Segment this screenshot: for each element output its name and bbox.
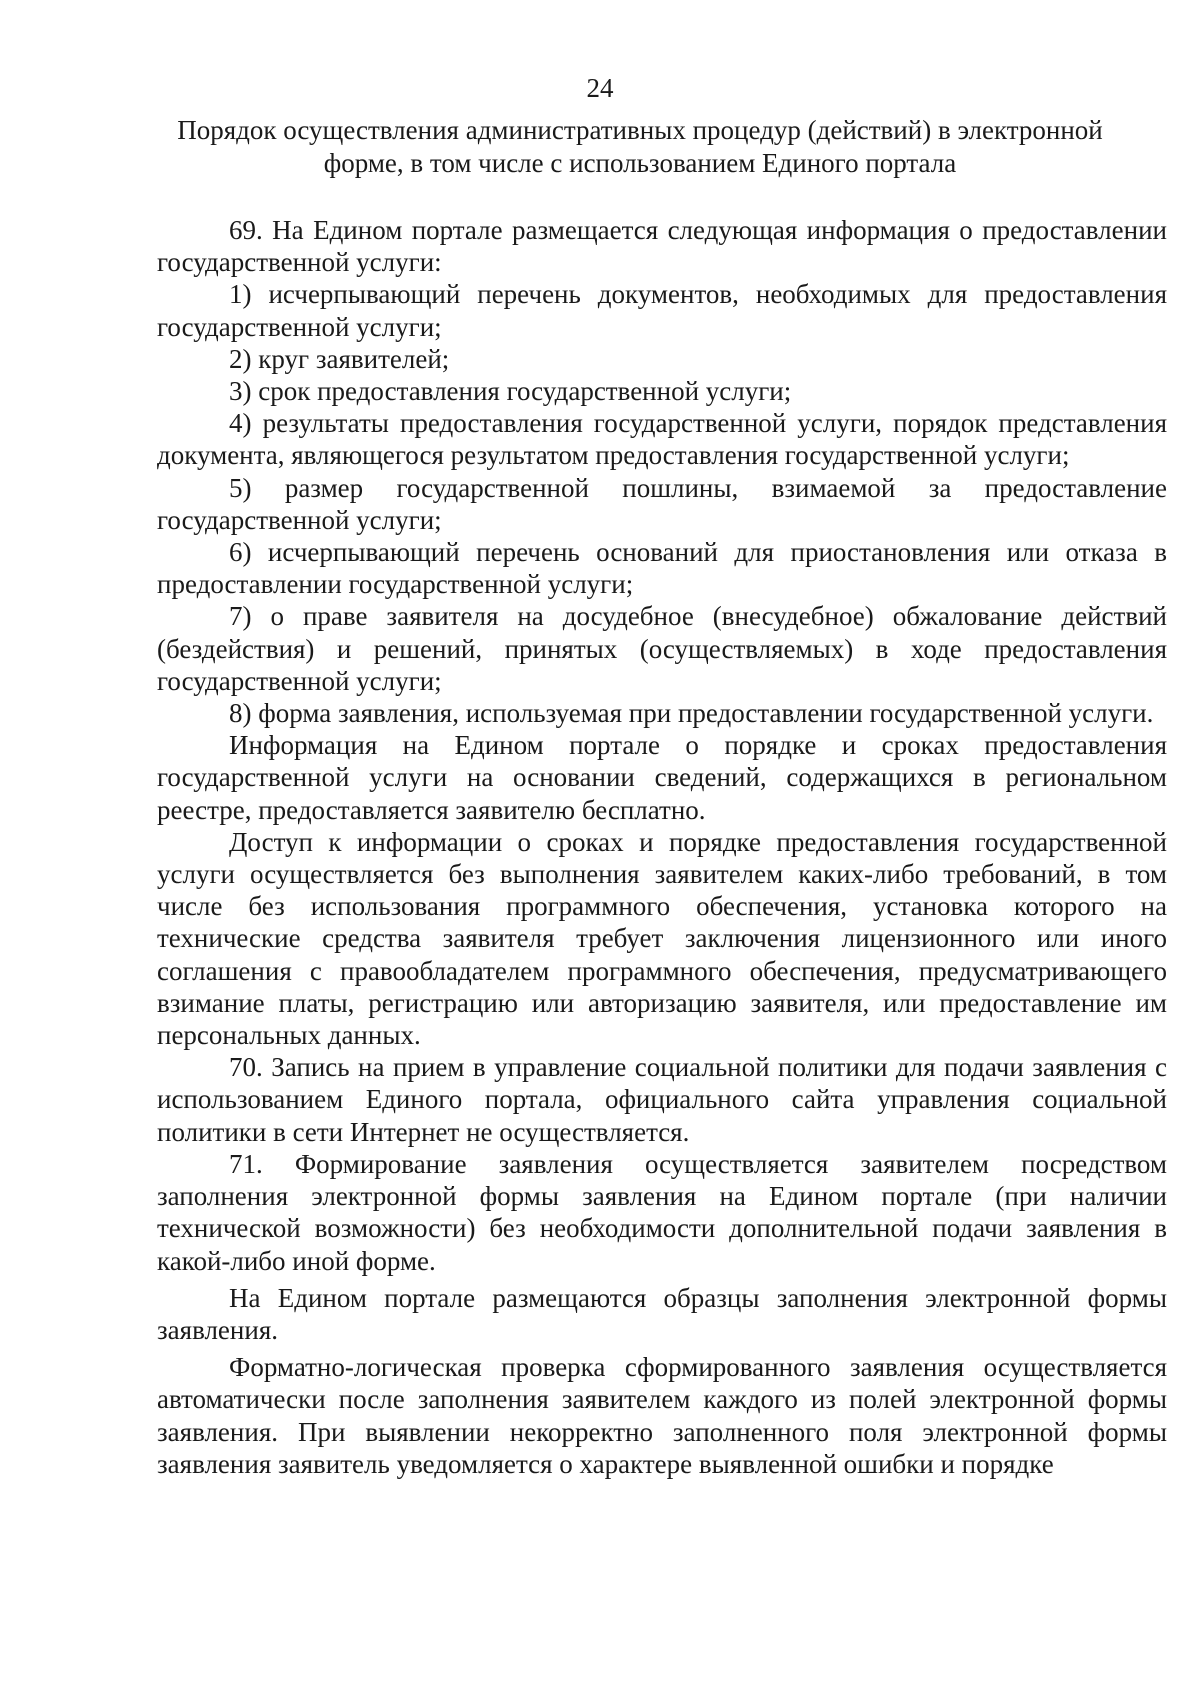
list-item: 3) срок предоставления государственной услуги;	[229, 376, 792, 407]
list-item: 4) результаты предоставления государственной услуги, порядок представления документа, являющегося результатом предоставления государственной услуги;	[157, 408, 1167, 471]
paragraph: 69. На Едином портале размещается следующая информация о предоставлении государственной услуги:	[157, 215, 1167, 278]
paragraph: 70. Запись на прием в управление социальной политики для подачи заявления с использованием Единого портала, официального сайта управления социальной политики в сети Интернет не осуществляется.	[157, 1052, 1167, 1147]
list-item: 1) исчерпывающий перечень документов, необходимых для предоставления государственной услуги;	[157, 279, 1167, 342]
list-item: 8) форма заявления, используемая при предоставлении государственной услуги.	[229, 698, 1154, 729]
page-number: 24	[586, 73, 614, 103]
paragraph: 71. Формирование заявления осуществляется заявителем посредством заполнения электронной формы заявления на Едином портале (при наличии технической возможности) без необходимости дополнительной подачи заявления в какой-либо иной форме.	[157, 1148, 1167, 1276]
section-heading: Порядок осуществления административных процедур (действий) в электронной форме, в том числе с использованием Единого портала	[177, 115, 1103, 178]
list-item: 2) круг заявителей;	[229, 343, 450, 374]
list-item: 6) исчерпывающий перечень оснований для приостановления или отказа в предоставлении государственной услуги;	[157, 537, 1167, 600]
document-body	[157, 214, 1167, 1480]
list-item: 5) размер государственной пошлины, взимаемой за предоставление государственной услуги;	[157, 472, 1167, 535]
paragraph: Форматно-логическая проверка сформированного заявления осуществляется автоматически после заполнения заявителем каждого из полей электронной формы заявления. При выявлении некорректно заполненного поля электронной формы заявления заявитель уведомляется о характере выявленной ошибки и порядке	[157, 1352, 1167, 1479]
paragraph: Информация на Едином портале о порядке и сроках предоставления государственной услуги на основании сведений, содержащихся в региональном реестре, предоставляется заявителю бесплатно.	[157, 730, 1167, 825]
paragraph: Доступ к информации о сроках и порядке предоставления государственной услуги осуществляется без выполнения заявителем каких-либо требований, в том числе без использования программного обеспечения, установка которого на технические средства заявителя требует заключения лицензионного или иного соглашения с правообладателем программного обеспечения, предусматривающего взимание платы, регистрацию или авторизацию заявителя, или предоставление им персональных данных.	[157, 826, 1167, 1051]
paragraph: На Едином портале размещаются образцы заполнения электронной формы заявления.	[157, 1282, 1167, 1345]
list-item: 7) о праве заявителя на досудебное (внесудебное) обжалование действий (бездействия) и решений, принятых (осуществляемых) в ходе предоставления государственной услуги;	[157, 601, 1167, 696]
